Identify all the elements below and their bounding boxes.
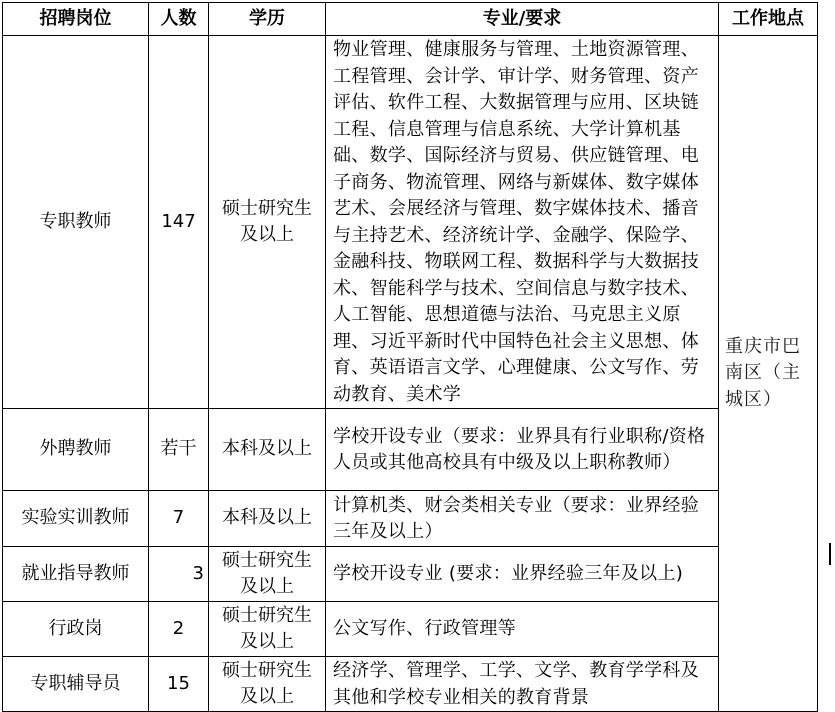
position-cell: 专职辅导员 xyxy=(3,657,149,712)
header-major: 专业/要求 xyxy=(326,3,719,36)
position-cell: 行政岗 xyxy=(3,602,149,657)
position-cell: 实验实训教师 xyxy=(3,491,149,547)
education-cell: 本科及以上 xyxy=(209,409,326,491)
position-cell: 就业指导教师 xyxy=(3,547,149,602)
header-location: 工作地点 xyxy=(719,3,818,36)
count-cell: 7 xyxy=(149,491,209,547)
count-cell: 3 xyxy=(149,547,209,602)
education-cell: 硕士研究生及以上 xyxy=(209,36,326,409)
table-row xyxy=(3,602,818,657)
header-position: 招聘岗位 xyxy=(3,3,149,36)
count-cell: 15 xyxy=(149,657,209,712)
recruitment-table xyxy=(2,2,818,712)
count-cell: 2 xyxy=(149,602,209,657)
education-cell: 硕士研究生及以上 xyxy=(209,547,326,602)
table-row xyxy=(3,491,818,547)
table-row xyxy=(3,547,818,602)
table-row xyxy=(3,409,818,491)
major-cell: 学校开设专业（要求：业界具有行业职称/资格人员或其他高校具有中级及以上职称教师） xyxy=(326,409,719,491)
major-cell: 公文写作、行政管理等 xyxy=(326,602,719,657)
major-cell: 学校开设专业 (要求：业界经验三年及以上) xyxy=(326,547,719,602)
header-row xyxy=(3,3,818,36)
location-cell: 重庆市巴南区（主城区） xyxy=(719,36,818,712)
education-cell: 硕士研究生及以上 xyxy=(209,657,326,712)
position-cell: 专职教师 xyxy=(3,36,149,409)
count-cell: 147 xyxy=(149,36,209,409)
major-cell: 物业管理、健康服务与管理、土地资源管理、工程管理、会计学、审计学、财务管理、资产评估、软件工程、大数据管理与应用、区块链工程、信息管理与信息系统、大学计算机基础、数学、国际经济与贸易、供应链管理、电子商务、物流管理、网络与新媒体、数字媒体艺术、会展经济与管理、数字媒体技术、播音与主持艺术、经济统计学、金融学、保险学、金融科技、物联网工程、数据科学与大数据技术、智能科学与技术、空间信息与数字技术、人工智能、思想道德与法治、马克思主义原理、习近平新时代中国特色社会主义思想、体育、英语语言文学、心理健康、公文写作、劳动教育、美术学 xyxy=(326,36,719,409)
major-cell: 计算机类、财会类相关专业（要求：业界经验三年及以上） xyxy=(326,491,719,547)
header-education: 学历 xyxy=(209,3,326,36)
table-row xyxy=(3,657,818,712)
table-row xyxy=(3,36,818,409)
education-cell: 本科及以上 xyxy=(209,491,326,547)
text-cursor xyxy=(829,543,831,565)
education-cell: 硕士研究生及以上 xyxy=(209,602,326,657)
major-cell: 经济学、管理学、工学、文学、教育学学科及其他和学校专业相关的教育背景 xyxy=(326,657,719,712)
count-cell: 若干 xyxy=(149,409,209,491)
header-count: 人数 xyxy=(149,3,209,36)
position-cell: 外聘教师 xyxy=(3,409,149,491)
